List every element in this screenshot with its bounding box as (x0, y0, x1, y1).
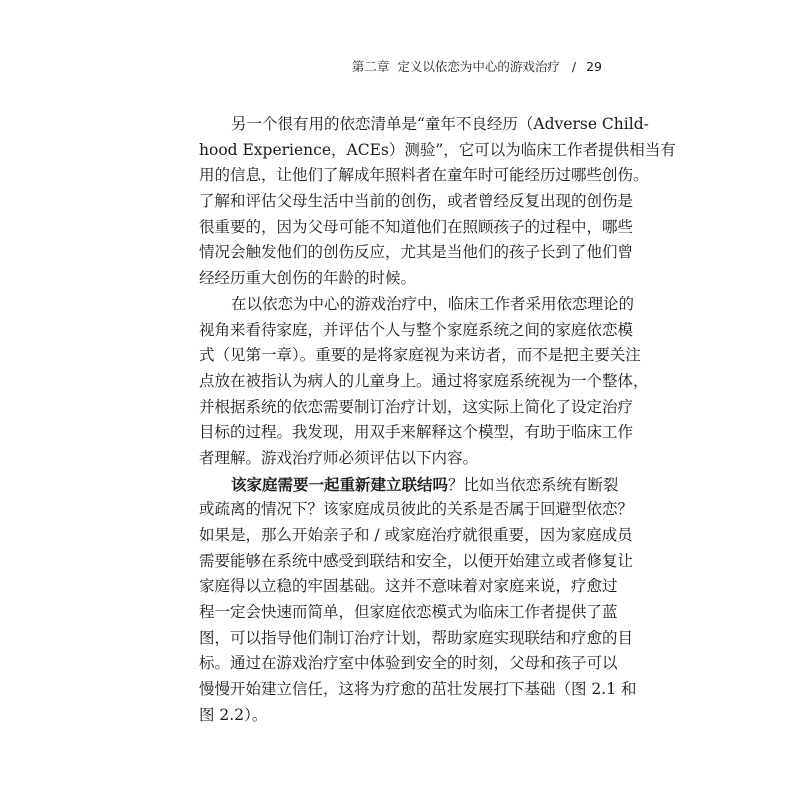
text-line: 经经历重大创伤的年龄的时候。 (199, 269, 417, 288)
body-text (199, 112, 676, 729)
text-line: 情况会触发他们的创伤反应，尤其是当他们的孩子长到了他们曾 (199, 243, 634, 262)
text-line: 在以依恋为中心的游戏治疗中，临床工作者采用依恋理论的 (231, 294, 635, 313)
text-line: 另一个很有用的依恋清单是“童年不良经历（Adverse Child- (231, 115, 649, 133)
running-header (330, 58, 602, 76)
text-line: 家庭得以立稳的牢固基础。这并不意味着对家庭来说，疗愈过 (199, 577, 618, 596)
paragraph (199, 112, 676, 292)
text-line (231, 472, 619, 498)
text-line: 需要能够在系统中感受到联结和安全，以便开始建立或者修复让 (199, 551, 634, 570)
text-line: 并根据系统的依恋需要制订治疗计划，这实际上简化了设定治疗 (199, 397, 634, 416)
line-rest: ？比如当依恋系统有断裂 (448, 475, 619, 494)
paragraph (199, 472, 637, 729)
text-line: 图 2.2）。 (199, 705, 268, 724)
text-line: 视角来看待家庭，并评估个人与整个家庭系统之间的家庭依恋模 (199, 320, 634, 339)
header-separator: / (571, 59, 577, 74)
text-line: 了解和评估父母生活中当前的创伤，或者曾经反复出现的创伤是 (199, 192, 634, 211)
text-line: hood Experience，ACEs）测验”，它可以为临床工作者提供相当有 (199, 140, 676, 159)
chapter-title: 定义以依恋为中心的游戏治疗 (397, 59, 560, 74)
text-line: 或疏离的情况下？该家庭成员彼此的关系是否属于回避型依恋？ (199, 500, 634, 519)
text-line: 很重要的，因为父母可能不知道他们在照顾孩子的过程中，哪些 (199, 217, 634, 236)
text-line: 慢慢开始建立信任，这将为疗愈的茁壮发展打下基础（图 2.1 和 (199, 680, 637, 699)
page-number: 29 (586, 59, 602, 74)
text-line: 程一定会快速而简单，但家庭依恋模式为临床工作者提供了蓝 (199, 603, 618, 622)
bold-heading: 该家庭需要一起重新建立联结吗 (231, 474, 449, 494)
text-line: 目标的过程。我发现，用双手来解释这个模型，有助于临床工作 (199, 423, 634, 442)
text-line: 图，可以指导他们制订治疗计划，帮助家庭实现联结和疗愈的目 (199, 628, 634, 647)
text-line: 标。通过在游戏治疗室中体验到安全的时刻，父母和孩子可以 (199, 654, 618, 673)
chapter-label: 第二章 (351, 59, 390, 74)
text-line: 点放在被指认为病人的儿童身上。通过将家庭系统视为一个整体， (199, 371, 649, 390)
text-line: 用的信息，让他们了解成年照料者在童年时可能经历过哪些创伤。 (199, 166, 649, 185)
text-line: 如果是，那么开始亲子和 / 或家庭治疗就很重要，因为家庭成员 (199, 526, 633, 544)
text-line: 者理解。游戏治疗师必须评估以下内容。 (199, 448, 479, 467)
text-line: 式（见第一章）。重要的是将家庭视为来访者，而不是把主要关注 (199, 346, 641, 365)
paragraph (199, 292, 649, 472)
